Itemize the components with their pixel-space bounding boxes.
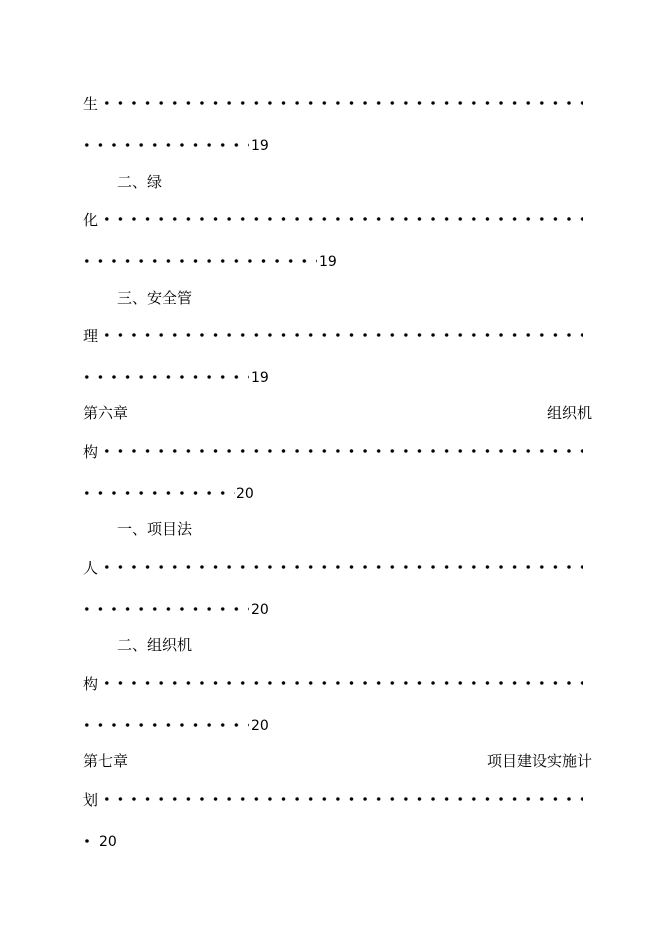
toc-entry-line [0,208,662,232]
toc-section-line [0,170,662,194]
toc-section-text: 二、组织机 [117,636,193,654]
page-number: 19 [251,370,269,386]
toc-entry-text: 构 [83,443,99,461]
dot-leader [103,100,583,106]
toc-entry-line [0,556,662,580]
dot-leader [83,838,97,844]
dot-leader [103,448,583,454]
toc-entry-line [0,324,662,348]
dot-leader [83,606,249,612]
toc-entry-text: 化 [83,211,99,229]
page-number: 19 [251,138,269,154]
toc-page-line [0,134,662,158]
toc-chapter-line [0,749,662,773]
toc-section-line [0,286,662,310]
toc-section-text: 三、安全管 [117,289,193,307]
page-number: 19 [319,254,337,270]
dot-leader [83,374,249,380]
chapter-title: 项目建设实施计 [486,752,592,770]
toc-page-line [0,830,662,854]
dot-leader [103,564,583,570]
page-number: 20 [251,718,269,734]
toc-page-line [0,598,662,622]
dot-leader [103,216,583,222]
dot-leader [83,142,249,148]
chapter-title: 组织机 [546,404,592,422]
dot-leader [83,722,249,728]
toc-entry-line [0,92,662,116]
toc-entry-text: 构 [83,675,99,693]
toc-section-text: 二、绿 [117,173,163,191]
toc-entry-line [0,440,662,464]
toc-page-line [0,482,662,506]
toc-section-text: 一、项目法 [117,520,193,538]
toc-entry-line [0,788,662,812]
chapter-label: 第六章 [83,404,129,422]
toc-entry-text: 生 [83,95,99,113]
dot-leader [103,796,583,802]
toc-page-line [0,250,662,274]
toc-entry-text: 划 [83,791,99,809]
toc-entry-text: 人 [83,559,99,577]
toc-entry-text: 理 [83,327,99,345]
dot-leader [83,258,317,264]
dot-leader [103,332,583,338]
toc-section-line [0,517,662,541]
page-number: 20 [251,602,269,618]
toc-chapter-line [0,401,662,425]
chapter-label: 第七章 [83,752,129,770]
page-number: 20 [99,834,117,850]
toc-section-line [0,633,662,657]
dot-leader [103,680,583,686]
dot-leader [83,490,235,496]
page-number: 20 [236,486,254,502]
toc-page-line [0,366,662,390]
toc-entry-line [0,672,662,696]
toc-page-line [0,714,662,738]
